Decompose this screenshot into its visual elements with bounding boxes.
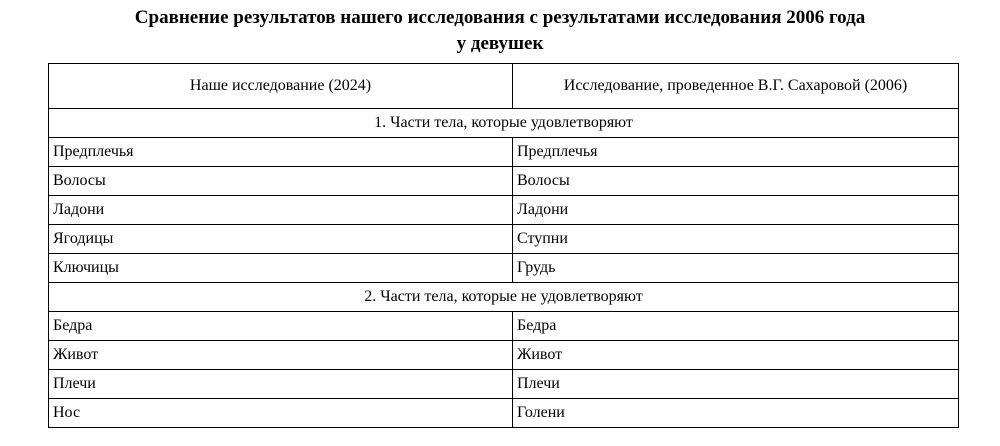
table-header xyxy=(49,64,959,109)
cell-our: Нос xyxy=(49,399,513,428)
table-row xyxy=(49,196,959,225)
cell-sakharova: Живот xyxy=(513,341,959,370)
cell-sakharova: Голени xyxy=(513,399,959,428)
section-row xyxy=(49,283,959,312)
table-row xyxy=(49,399,959,428)
table-row xyxy=(49,167,959,196)
cell-sakharova: Грудь xyxy=(513,254,959,283)
cell-our: Ладони xyxy=(49,196,513,225)
header-sakharova-study: Исследование, проведенное В.Г. Сахаровой (2006) xyxy=(513,64,959,109)
table-row xyxy=(49,138,959,167)
header-row xyxy=(49,64,959,109)
cell-sakharova: Плечи xyxy=(513,370,959,399)
cell-our: Ключицы xyxy=(49,254,513,283)
title-line-2: у девушек xyxy=(456,33,544,54)
section-row xyxy=(49,109,959,138)
title-line-1: Сравнение результатов нашего исследования с результатами исследования 2006 года xyxy=(134,7,866,28)
cell-sakharova: Предплечья xyxy=(513,138,959,167)
cell-our: Плечи xyxy=(49,370,513,399)
table-row xyxy=(49,312,959,341)
cell-sakharova: Ступни xyxy=(513,225,959,254)
table-row xyxy=(49,254,959,283)
header-our-study: Наше исследование (2024) xyxy=(49,64,513,109)
cell-our: Бедра xyxy=(49,312,513,341)
table-title xyxy=(0,5,1000,57)
comparison-table xyxy=(48,63,959,428)
table-row xyxy=(49,370,959,399)
section-title-not-satisfied: 2. Части тела, которые не удовлетворяют xyxy=(49,283,959,312)
table-row xyxy=(49,225,959,254)
cell-our: Предплечья xyxy=(49,138,513,167)
table-body xyxy=(49,109,959,428)
section-title-satisfied: 1. Части тела, которые удовлетворяют xyxy=(49,109,959,138)
cell-sakharova: Волосы xyxy=(513,167,959,196)
cell-our: Ягодицы xyxy=(49,225,513,254)
cell-sakharova: Бедра xyxy=(513,312,959,341)
table-row xyxy=(49,341,959,370)
cell-sakharova: Ладони xyxy=(513,196,959,225)
cell-our: Живот xyxy=(49,341,513,370)
cell-our: Волосы xyxy=(49,167,513,196)
